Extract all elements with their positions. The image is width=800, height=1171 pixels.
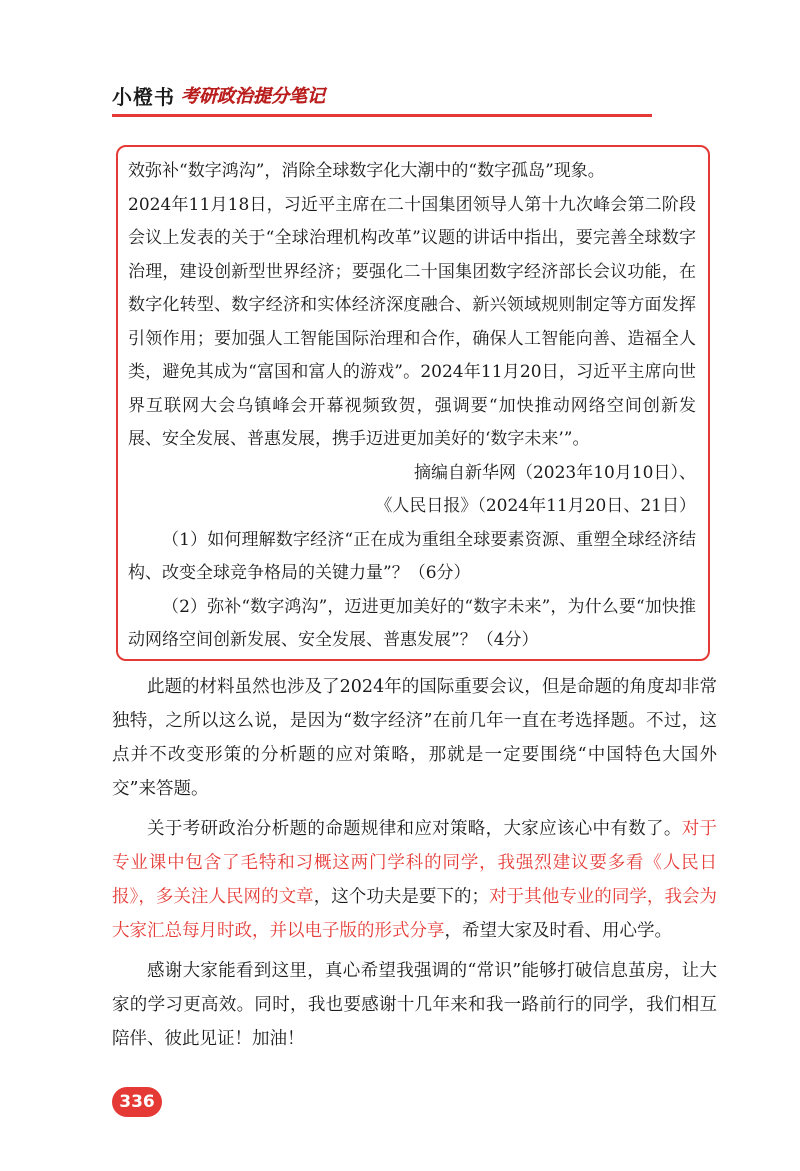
source-line-2: 《人民日报》（2024年11月20日、21日） [375, 496, 696, 516]
book-subtitle: 考研政治提分笔记 [181, 86, 325, 107]
highlight-1: 对于专业课中包含了毛特和习概这两门学科的同学，我强烈建议要多看《人民日报》，多关注人民网的文章 [112, 819, 718, 907]
page-number-badge: 336 [112, 1087, 162, 1117]
paragraph-2 [112, 812, 717, 948]
paragraph-1: 此题的材料虽然也涉及了2024年的国际重要会议，但是命题的角度却非常独特，之所以这么说，是因为“数字经济”在前几年一直在考选择题。不过，这点并不改变形策的分析题的应对策略，那就是一定要围绕“中国特色大国外交”来答题。 [112, 677, 717, 799]
material-line-1: 效弥补“数字鸿沟”，消除全球数字化大潮中的“数字孤岛”现象。 [128, 161, 605, 181]
book-brand: 小橙书 [112, 84, 175, 109]
paragraph-2-mid: ，这个功夫是要下的； [313, 887, 490, 907]
source-line-1: 摘编自新华网（2023年10月10日）、 [413, 462, 696, 483]
material-box [116, 145, 710, 661]
paragraph-3: 感谢大家能看到这里，真心希望我强调的“常识”能够打破信息茧房，让大家的学习更高效。同时，我也要感谢十几年来和我一路前行的同学，我们相互陪伴、彼此见证！加油！ [112, 961, 717, 1049]
highlight-2: 对于其他专业的同学，我会为大家汇总每月时政，并以电子版的形式分享 [112, 887, 718, 941]
page-header [112, 78, 325, 112]
material-paragraph: 2024年11月18日，习近平主席在二十国集团领导人第十九次峰会第二阶段会议上发表的关于“全球治理机构改革”议题的讲话中指出，要完善全球数字治理，建设创新型世界经济；要强化二十国集团数字经济部长会议功能，在数字化转型、数字经济和实体经济深度融合、新兴领域规则制定等方面发挥引领作用；要加强人工智能国际治理和合作，确保人工智能向善、造福全人类，避免其成为“富国和富人的游戏”。2024年11月20日，习近平主席向世界互联网大会乌镇峰会开幕视频致贺，强调要“加快推动网络空间创新发展、安全发展、普惠发展，携手迈进更加美好的‘数字未来’”。 [128, 194, 696, 449]
question-2: （2）弥补“数字鸿沟”，迈进更加美好的“数字未来”，为什么要“加快推动网络空间创新发展、安全发展、普惠发展”？（4分） [128, 596, 696, 650]
paragraph-2-start: 关于考研政治分析题的命题规律和应对策略，大家应该心中有数了。 [147, 819, 682, 839]
question-1: （1）如何理解数字经济“正在成为重组全球要素资源、重塑全球经济结构、改变全球竞争格局的关键力量”？（6分） [128, 529, 696, 583]
main-text [112, 670, 717, 1062]
paragraph-2-end: ，希望大家及时看、用心学。 [444, 921, 672, 941]
header-divider [112, 114, 652, 117]
